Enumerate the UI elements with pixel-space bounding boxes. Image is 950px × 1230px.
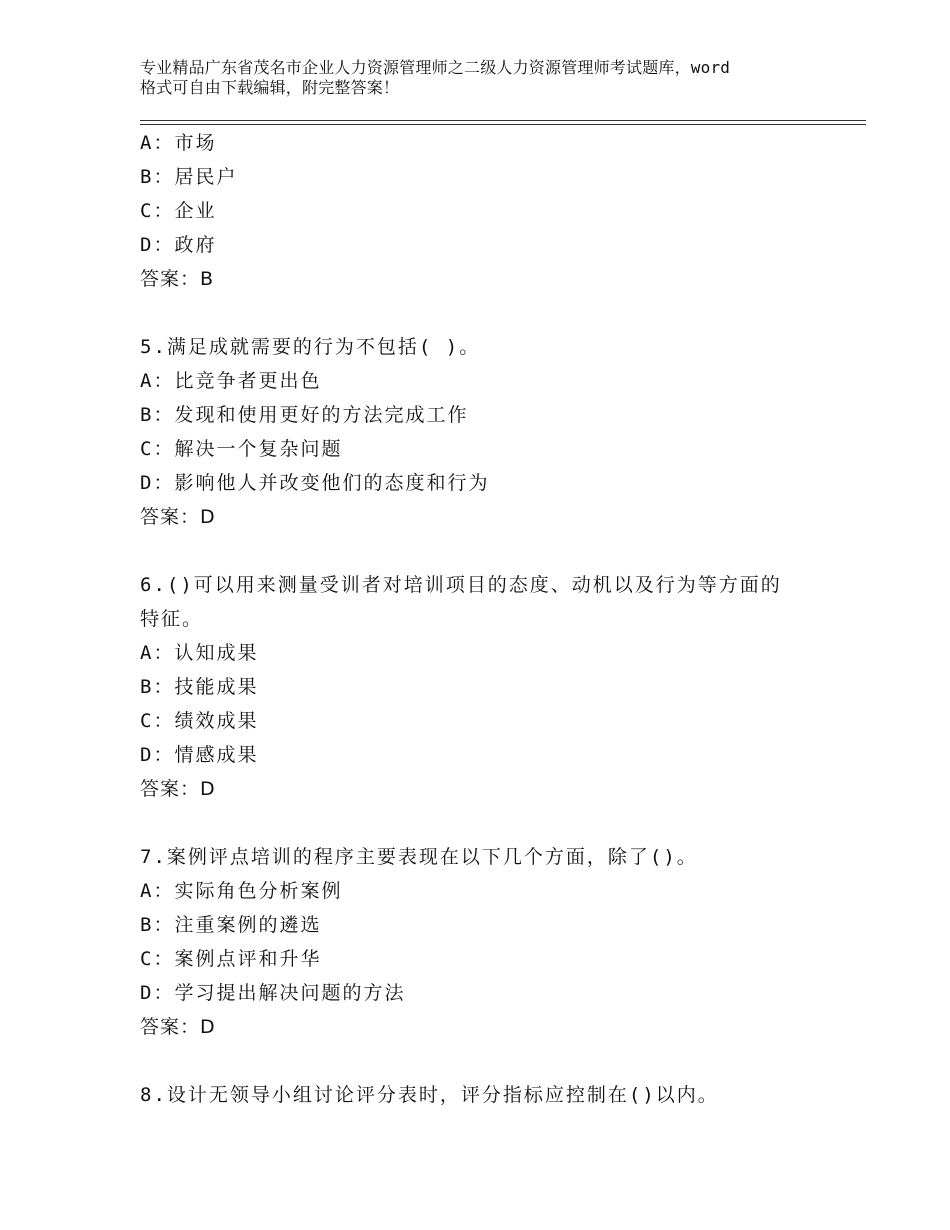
option-b: B：居民户: [140, 166, 238, 188]
question-4-continued: [140, 126, 840, 296]
option-d: D：学习提出解决问题的方法: [140, 982, 406, 1004]
option-b: B：注重案例的遴选: [140, 914, 322, 936]
option-c: C：绩效成果: [140, 710, 259, 732]
question-8: [140, 1078, 840, 1112]
question-stem-continued: 特征。: [140, 608, 204, 630]
question-6: [140, 568, 840, 806]
header-title-line-2: 格式可自由下载编辑，附完整答案！: [140, 78, 400, 97]
option-b: B：技能成果: [140, 676, 259, 698]
option-c: C：案例点评和升华: [140, 948, 322, 970]
option-a: A：市场: [140, 132, 217, 154]
option-a: A：实际角色分析案例: [140, 880, 343, 902]
question-5: [140, 330, 840, 534]
spacer: [140, 1044, 840, 1078]
question-7: [140, 840, 840, 1044]
question-list: [140, 126, 840, 1112]
option-d: D：影响他人并改变他们的态度和行为: [140, 472, 490, 494]
option-c: C：解决一个复杂问题: [140, 438, 343, 460]
question-stem: 7.案例评点培训的程序主要表现在以下几个方面，除了()。: [140, 846, 698, 868]
document-header: [140, 58, 860, 98]
spacer: [140, 296, 840, 330]
answer-line: 答案：D: [140, 506, 216, 528]
header-divider: [140, 120, 866, 125]
option-d: D：情感成果: [140, 744, 259, 766]
question-stem: 6.()可以用来测量受训者对培训项目的态度、动机以及行为等方面的: [140, 574, 782, 596]
option-a: A：比竞争者更出色: [140, 370, 322, 392]
header-title-line-1: 专业精品广东省茂名市企业人力资源管理师之二级人力资源管理师考试题库，word: [140, 58, 731, 77]
spacer: [140, 806, 840, 840]
option-c: C：企业: [140, 200, 217, 222]
answer-line: 答案：B: [140, 268, 215, 290]
option-b: B：发现和使用更好的方法完成工作: [140, 404, 469, 426]
spacer: [140, 534, 840, 568]
option-a: A：认知成果: [140, 642, 259, 664]
question-stem: 8.设计无领导小组讨论评分表时，评分指标应控制在()以内。: [140, 1084, 719, 1106]
option-d: D：政府: [140, 234, 217, 256]
answer-line: 答案：D: [140, 778, 216, 800]
answer-line: 答案：D: [140, 1016, 216, 1038]
question-stem: 5.满足成就需要的行为不包括( )。: [140, 336, 481, 358]
